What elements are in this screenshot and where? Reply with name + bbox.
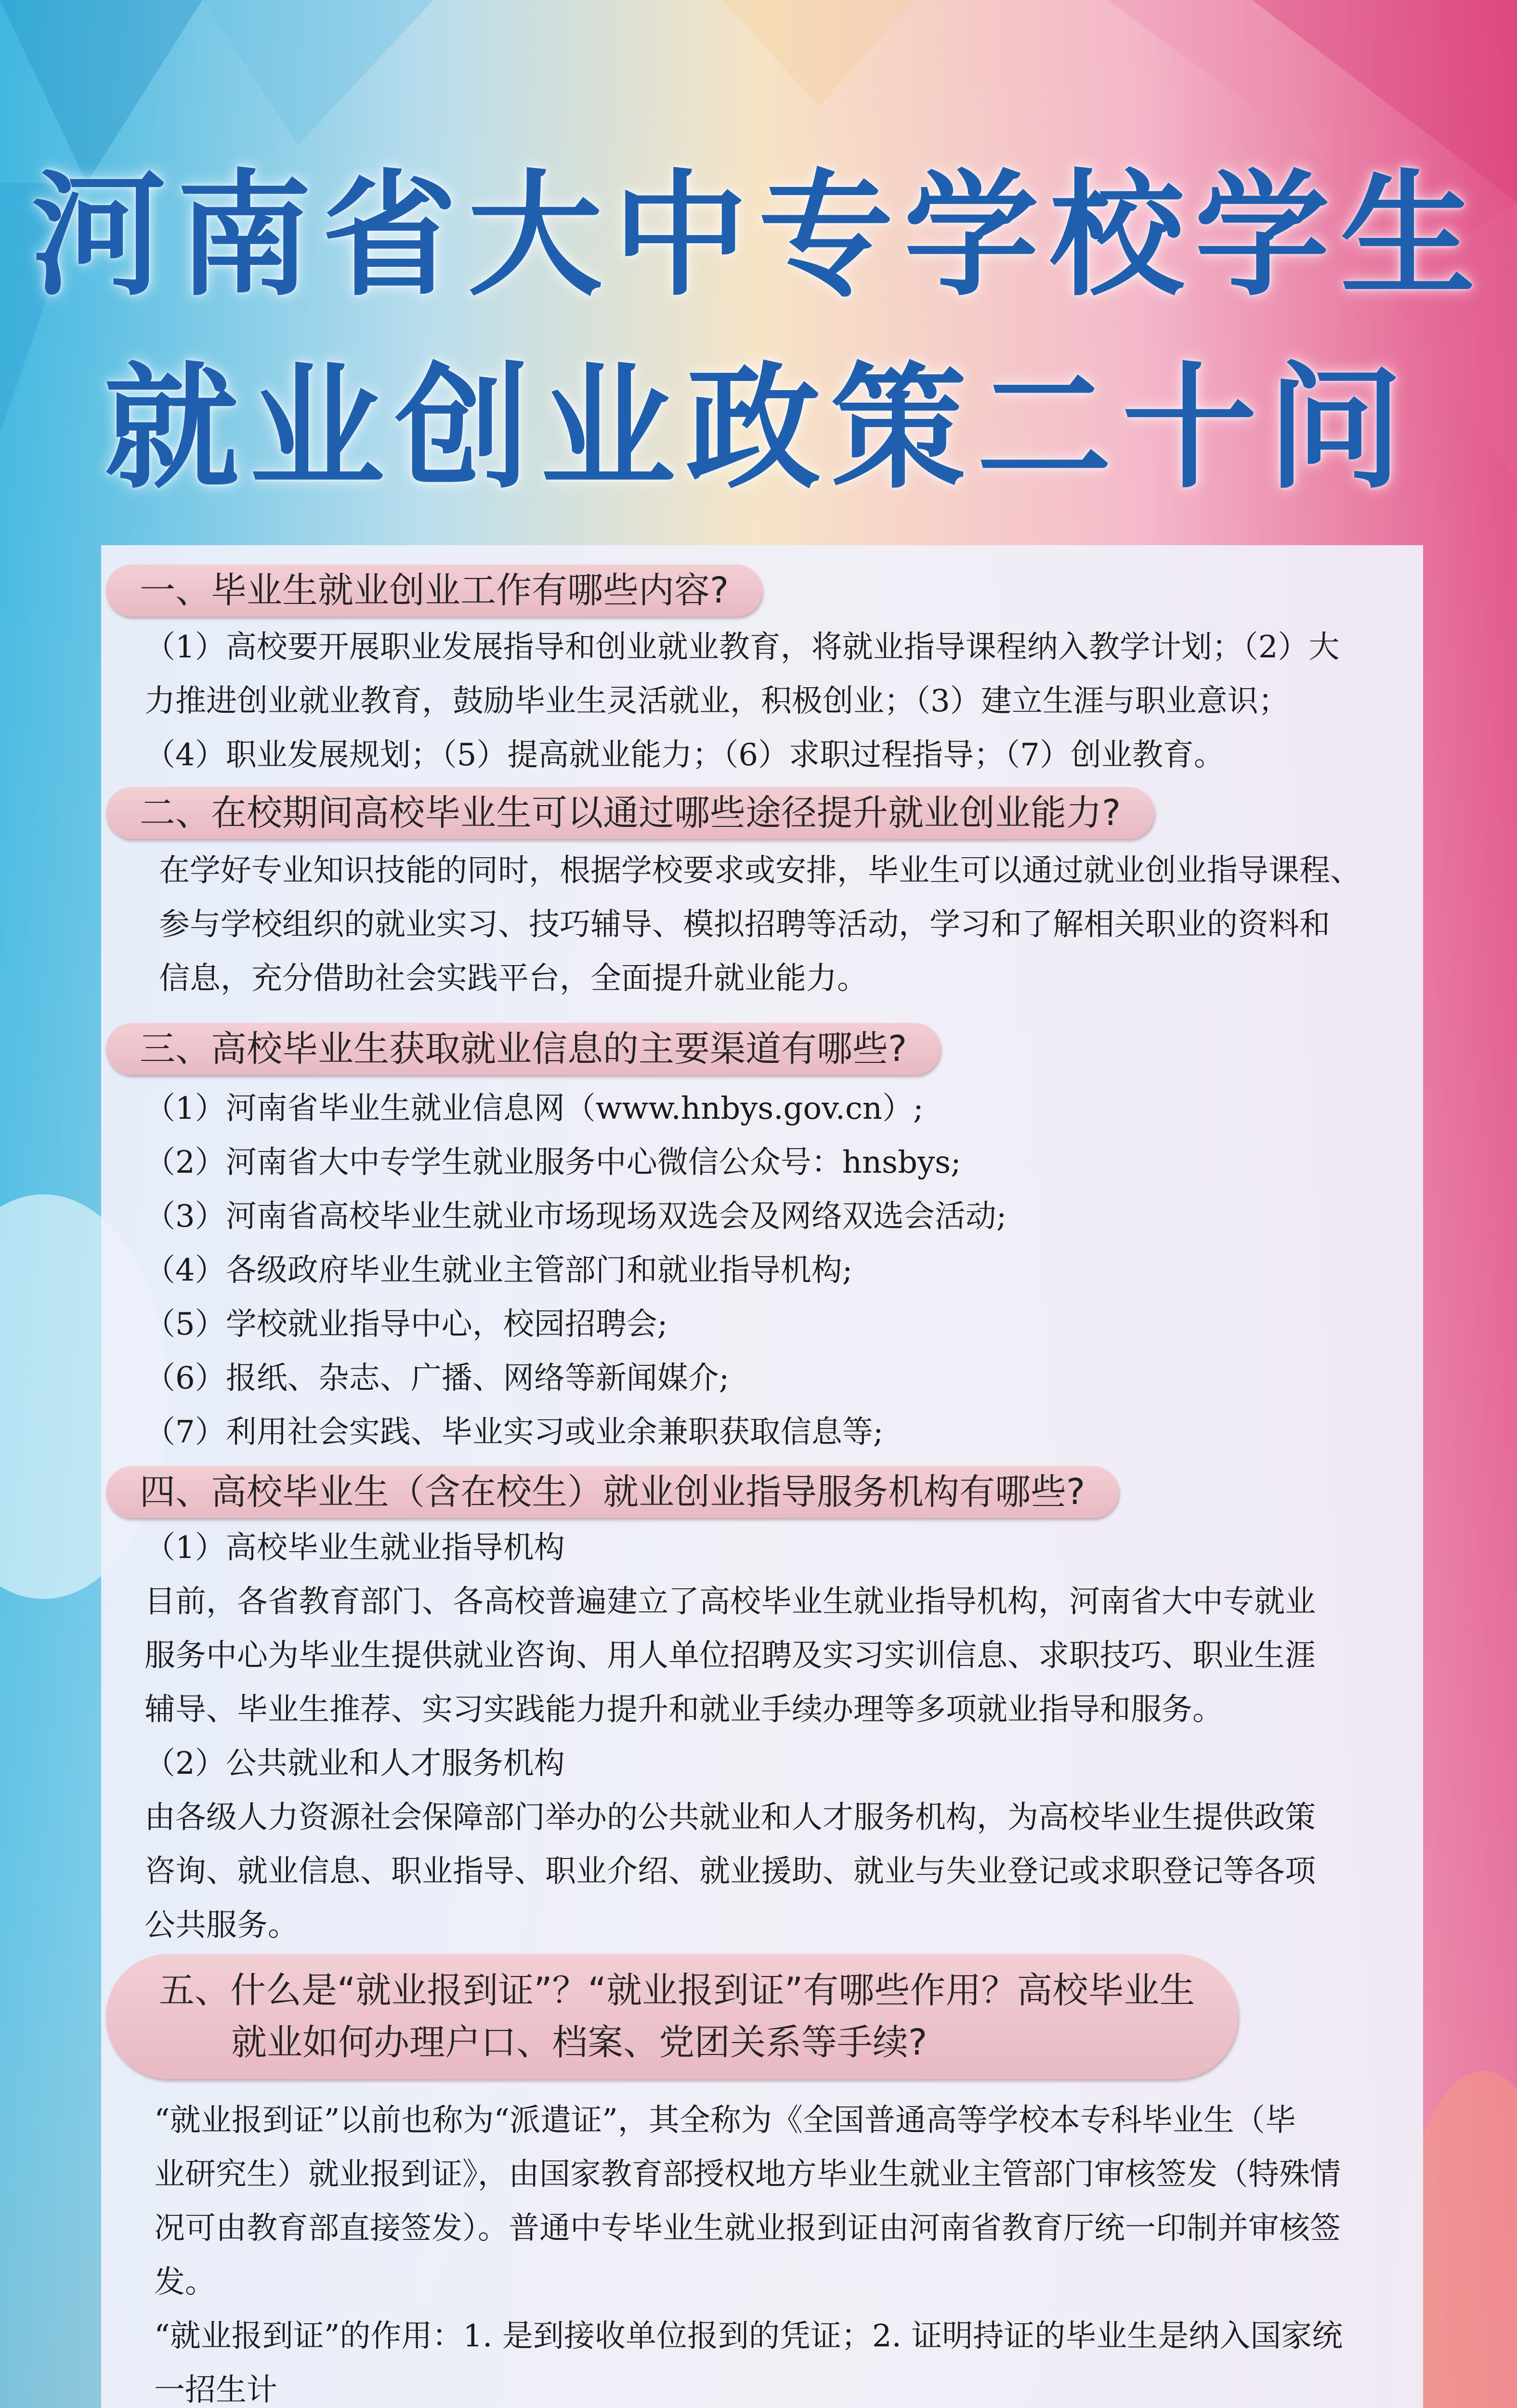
body-line: 一招生计 [154,2372,277,2408]
body-line: （3）河南省高校毕业生就业市场现场双选会及网络双选会活动; [144,1199,1007,1234]
body-line: 咨询、就业信息、职业指导、职业介绍、就业援助、就业与失业登记或求职登记等各项 [144,1854,1316,1889]
body-line: （1）高校要开展职业发展指导和创业就业教育，将就业指导课程纳入教学计划；（2）大 [144,629,1340,665]
body-line: 由各级人力资源社会保障部门举办的公共就业和人才服务机构，为高校毕业生提供政策 [144,1800,1316,1835]
body-line: 目前，各省教育部门、各高校普遍建立了高校毕业生就业指导机构，河南省大中专就业 [144,1584,1316,1620]
poster-title [0,140,1517,525]
section-body [144,1521,1394,1952]
section-body [154,2094,1394,2408]
body-line: （5）学校就业指导中心，校园招聘会; [144,1307,668,1342]
section-body [144,620,1394,782]
section-body [159,844,1394,1006]
body-line: （6）报纸、杂志、广播、网络等新闻媒介; [144,1361,730,1396]
body-line: “就业报到证”的作用：1. 是到接收单位报到的凭证；2. 证明持证的毕业生是纳入国家统 [154,2318,1343,2354]
heading-line: 就业如何办理户口、档案、党团关系等手续? [231,2022,928,2063]
body-line: 信息，充分借助社会实践平台，全面提升就业能力。 [159,961,868,996]
body-line: （4）各级政府毕业生就业主管部门和就业指导机构; [144,1253,853,1288]
body-line: （2）河南省大中专学生就业服务中心微信公众号：hnsbys; [144,1145,961,1180]
body-line: 参与学校组织的就业实习、技巧辅导、模拟招聘等活动，学习和了解相关职业的资料和 [159,907,1330,942]
body-line: 业研究生）就业报到证》，由国家教育部授权地方毕业生就业主管部门审核签发（特殊情 [154,2157,1341,2192]
heading-line: 五、什么是“就业报到证”？“就业报到证”有哪些作用？高校毕业生 [159,1970,1195,2011]
body-line: （4）职业发展规划；（5）提高就业能力；（6）求职过程指导；（7）创业教育。 [144,737,1225,773]
section-body [144,1082,1394,1459]
body-line: （7）利用社会实践、毕业实习或业余兼职获取信息等; [144,1414,884,1450]
section-heading: 二、在校期间高校毕业生可以通过哪些途径提升就业创业能力? [106,787,1154,839]
section-heading [106,1954,1238,2079]
section-3 [101,1023,1423,1459]
section-heading: 四、高校毕业生（含在校生）就业创业指导服务机构有哪些? [106,1466,1119,1518]
body-line: 辅导、毕业生推荐、实习实践能力提升和就业手续办理等多项就业指导和服务。 [144,1692,1223,1727]
title-line-2: 就业创业政策二十问 [104,350,1413,507]
body-line: 服务中心为毕业生提供就业咨询、用人单位招聘及实习实训信息、求职技巧、职业生涯 [144,1638,1316,1674]
section-4 [101,1466,1423,1952]
section-heading: 一、毕业生就业创业工作有哪些内容? [106,564,762,616]
section-heading: 三、高校毕业生获取就业信息的主要渠道有哪些? [106,1023,941,1075]
title-line-1: 河南省大中专学校学生 [31,157,1486,314]
body-line: “就业报到证”以前也称为“派遣证”，其全称为《全国普通高等学校本专科毕业生（毕 [154,2103,1296,2138]
section-1 [101,564,1423,782]
body-line: 公共服务。 [144,1908,299,1943]
section-5 [101,1954,1423,2408]
body-line: 在学好专业知识技能的同时，根据学校要求或安排，毕业生可以通过就业创业指导课程、 [159,853,1361,889]
body-line: （1）高校毕业生就业指导机构 [144,1530,565,1566]
body-line: （1）河南省毕业生就业信息网（www.hnbys.gov.cn）; [144,1091,924,1126]
body-line: 力推进创业就业教育，鼓励毕业生灵活就业，积极创业；（3）建立生涯与职业意识； [144,683,1289,719]
section-2 [101,787,1423,1006]
content-panel [101,545,1423,2408]
body-line: 况可由教育部直接签发）。普通中专毕业生就业报到证由河南省教育厅统一印制并审核签发。 [154,2211,1341,2300]
body-line: （2）公共就业和人才服务机构 [144,1746,565,1781]
